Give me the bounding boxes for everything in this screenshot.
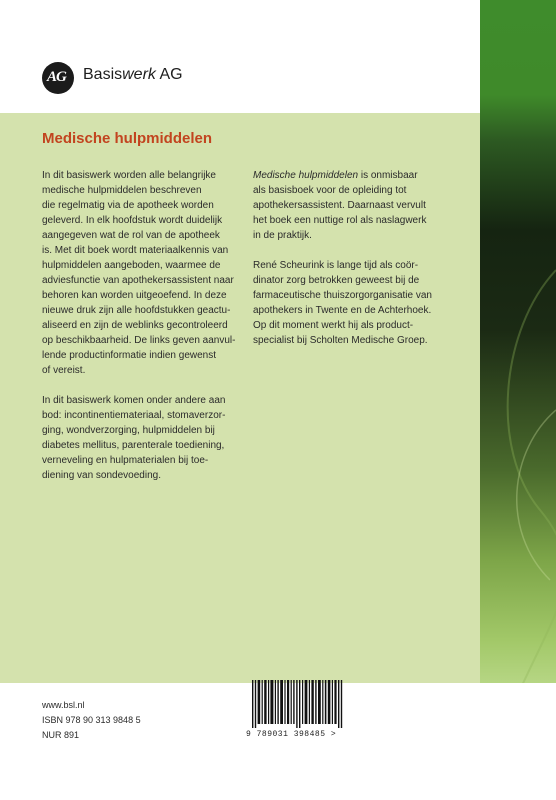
description-column-right [253, 168, 453, 348]
side-band-footer [480, 683, 556, 800]
swirl-decoration-icon [480, 150, 556, 690]
purpose-title-italic: Medische hulpmiddelen [253, 170, 359, 181]
publication-info [42, 698, 141, 743]
brand-prefix: Basis [83, 66, 123, 83]
barcode-icon [252, 680, 344, 728]
author-paragraph: René Scheurink is lange tijd als coör- dinator zorg betrokken geweest bij de farmaceutische thuiszorgorganisatie van apothekers in Twente en de Achterhoek. Op dit moment werkt hij als product- specialist bij Scholten Medische Groep. [253, 260, 432, 346]
topics-paragraph: In dit basiswerk komen onder andere aan bod: incontinentiemateriaal, stomaverzor- ging, wondverzorging, hulpmiddelen bij diabetes mellitus, parenterale toediening, verneveling en hulpmaterialen bij toe- diening van sondevoeding. [42, 395, 226, 481]
ag-logo-icon [42, 62, 74, 94]
brand-italic: werk [122, 66, 156, 83]
intro-paragraph: In dit basiswerk worden alle belangrijke medische hulpmiddelen beschreven die regelmatig via de apotheek worden geleverd. In elk hoofdstuk wordt duidelijk aangegeven wat de rol van de apotheek is. Met dit boek wordt materiaalkennis van hulpmiddelen aangeboden, waarmee de adviesfunctie van apothekersassistent naar behoren kan worden uitgeoefend. In deze nieuwe druk zijn alle hoofdstukken geactu- aliseerd en zijn de weblinks gecontroleerd op beschikbaarheid. De links geven aanvul- lende productinformatie indien gewenst of vereist. [42, 170, 236, 376]
brand-name [83, 66, 183, 84]
purpose-paragraph [253, 168, 453, 243]
barcode-digits: 9 789031 398485 > [246, 730, 337, 739]
brand-suffix: AG [155, 66, 183, 83]
website-link[interactable]: www.bsl.nl [42, 700, 85, 710]
logo-text: AG [47, 69, 66, 85]
purpose-text: is onmisbaar als basisboek voor de opleiding tot apothekersassistent. Daarnaast vervult het boek een nuttige rol als naslagwerk in de praktijk. [253, 170, 427, 241]
nur-text: NUR 891 [42, 730, 80, 740]
description-column-left [42, 168, 242, 483]
isbn-text: ISBN 978 90 313 9848 5 [42, 715, 141, 725]
book-title: Medische hulpmiddelen [42, 130, 213, 147]
header [0, 0, 480, 113]
